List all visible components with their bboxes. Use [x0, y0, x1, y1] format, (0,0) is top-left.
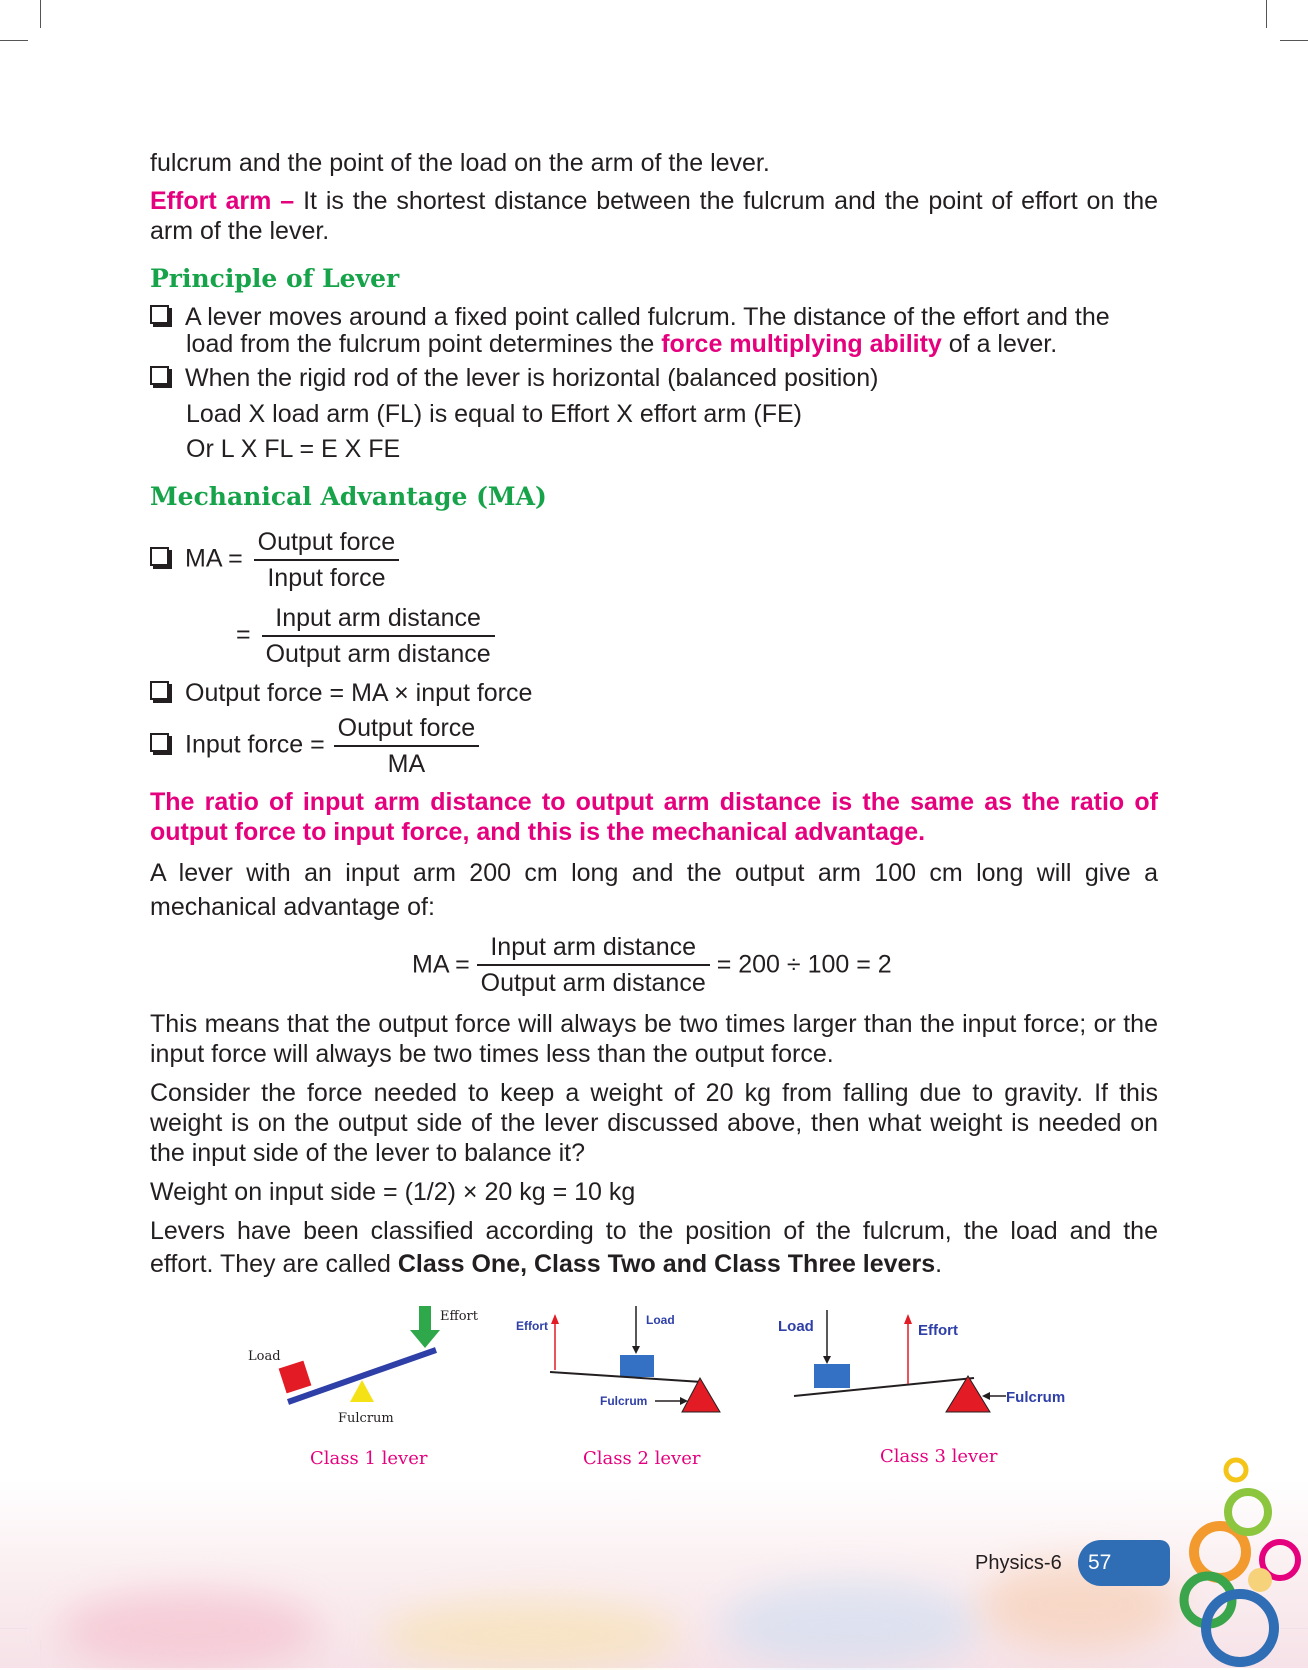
decorative-rings: [1150, 1440, 1308, 1668]
fulcrum-pointer-head: [982, 1392, 990, 1400]
load-arrowhead: [632, 1346, 640, 1354]
checkbox-bullet-icon: [150, 305, 169, 324]
fulcrum-label: Fulcrum: [338, 1411, 394, 1426]
effort-arm-definition: [150, 186, 1158, 246]
load-label: Load: [778, 1318, 814, 1335]
load-label: Load: [248, 1349, 281, 1364]
output-force-bullet: [150, 680, 1158, 707]
ma-label: MA =: [185, 544, 243, 573]
fraction: [334, 713, 480, 779]
bullet-text: Output force = MA × input force: [185, 679, 533, 707]
book-title: Physics-6: [975, 1552, 1062, 1574]
class2-caption: Class 2 lever: [583, 1448, 701, 1469]
fulcrum-triangle: [682, 1378, 720, 1412]
bullet-text: of a lever.: [941, 330, 1058, 358]
effort-arm-term: Effort arm –: [150, 187, 295, 215]
checkbox-bullet-icon: [150, 681, 169, 700]
crop-mark: [1280, 40, 1308, 41]
class2-lever-figure: [512, 1298, 732, 1418]
fraction: [262, 603, 495, 669]
ma-example-equation: [412, 932, 892, 998]
fraction-numerator: Output force: [334, 713, 480, 747]
fulcrum-triangle: [350, 1380, 374, 1402]
load-block: [620, 1355, 654, 1377]
fraction-denominator: Output arm distance: [480, 969, 706, 997]
fulcrum-label: Fulcrum: [600, 1394, 648, 1408]
principle-heading: Principle of Lever: [150, 264, 400, 293]
effort-arrowhead: [904, 1314, 912, 1324]
watercolor-blob: [60, 1590, 320, 1670]
lever-classes-bold: Class One, Class Two and Class Three levers: [397, 1250, 936, 1278]
ma-formula-1: [150, 527, 1158, 593]
crop-mark: [0, 40, 28, 41]
fraction-denominator: Input force: [267, 564, 386, 592]
load-label: Load: [646, 1313, 675, 1327]
load-block: [279, 1361, 312, 1394]
effort-label: Effort: [516, 1319, 548, 1333]
equation-line: Or L X FL = E X FE: [186, 435, 401, 463]
example-text: A lever with an input arm 200 cm long and the output arm 100 cm long will give a mechanical advantage of:: [150, 859, 1158, 921]
crop-mark: [1266, 0, 1267, 28]
load-block: [814, 1364, 850, 1388]
ring: [1228, 1492, 1268, 1532]
weight-line: Weight on input side = (1/2) × 20 kg = 10 kg: [150, 1178, 636, 1206]
class1-caption: Class 1 lever: [310, 1448, 428, 1469]
highlight-statement: The ratio of input arm distance to output arm distance is the same as the ratio of output force to input force, and this is the mechanical advantage.: [150, 788, 1158, 846]
ring: [1248, 1568, 1272, 1592]
effort-label: Effort: [440, 1309, 478, 1324]
class3-lever-figure: [774, 1298, 1074, 1418]
fraction-numerator: Output force: [254, 527, 400, 561]
checkbox-bullet-icon: [150, 733, 169, 752]
effort-arrowhead: [551, 1314, 559, 1324]
watercolor-blob: [380, 1600, 680, 1670]
equation-result: = 200 ÷ 100 = 2: [716, 950, 892, 979]
paragraph-text: .: [935, 1250, 943, 1278]
checkbox-bullet-icon: [150, 366, 169, 385]
bullet-text: A lever moves around a fixed point called fulcrum. The distance of the effort and the load from the fulcrum point determines the: [185, 303, 1110, 358]
input-force-bullet: [150, 713, 1158, 779]
fulcrum-triangle: [946, 1376, 990, 1412]
ma-formula-2: [236, 603, 636, 669]
fraction-numerator: Input arm distance: [477, 932, 710, 966]
load-effort-line: Load X load arm (FL) is equal to Effort X effort arm (FE): [186, 400, 802, 428]
fraction: [477, 932, 710, 998]
principle-bullet-1: [150, 304, 1158, 358]
consider-paragraph: Consider the force needed to keep a weight of 20 kg from falling due to gravity. If this weight is on the output side of the lever discussed above, then what weight is needed on the input side of the lever to balance it?: [150, 1079, 1158, 1167]
fulcrum-label: Fulcrum: [1006, 1389, 1066, 1406]
effort-label: Effort: [918, 1322, 958, 1339]
effort-arm-text: It is the shortest distance between the fulcrum and the point of effort on the arm of the lever.: [150, 187, 1159, 245]
fraction-denominator: MA: [387, 750, 426, 778]
fraction: [254, 527, 400, 593]
class3-caption: Class 3 lever: [880, 1446, 998, 1467]
ma-heading: Mechanical Advantage (MA): [150, 482, 547, 511]
load-arrowhead: [823, 1356, 831, 1364]
page-number-badge: [1078, 1540, 1170, 1586]
class1-lever-figure: [240, 1298, 480, 1430]
ring: [1206, 1594, 1274, 1662]
input-force-label: Input force =: [185, 730, 325, 759]
classified-paragraph: [150, 1215, 1158, 1281]
effort-arrow: [410, 1306, 440, 1348]
ma-label: MA =: [412, 950, 470, 979]
crop-mark: [40, 0, 41, 28]
meaning-paragraph: This means that the output force will always be two times larger than the input force; or the input force will always be two times less than the output force.: [150, 1010, 1158, 1068]
ring: [1226, 1460, 1246, 1480]
paragraph-text: Levers have been classified according to the position of the fulcrum, the load and the effort. They are called: [150, 1217, 1158, 1278]
principle-bullet-2: [150, 365, 1158, 392]
force-multiplying-highlight: force multiplying ability: [661, 330, 942, 358]
bullet-text: When the rigid rod of the lever is horizontal (balanced position): [185, 364, 879, 392]
intro-line: fulcrum and the point of the load on the arm of the lever.: [150, 149, 770, 177]
page-number: 57: [1088, 1551, 1112, 1574]
equals-sign: =: [236, 620, 251, 649]
checkbox-bullet-icon: [150, 547, 169, 566]
watercolor-blob: [720, 1580, 980, 1670]
fraction-numerator: Input arm distance: [262, 603, 495, 637]
fraction-denominator: Output arm distance: [265, 640, 491, 668]
